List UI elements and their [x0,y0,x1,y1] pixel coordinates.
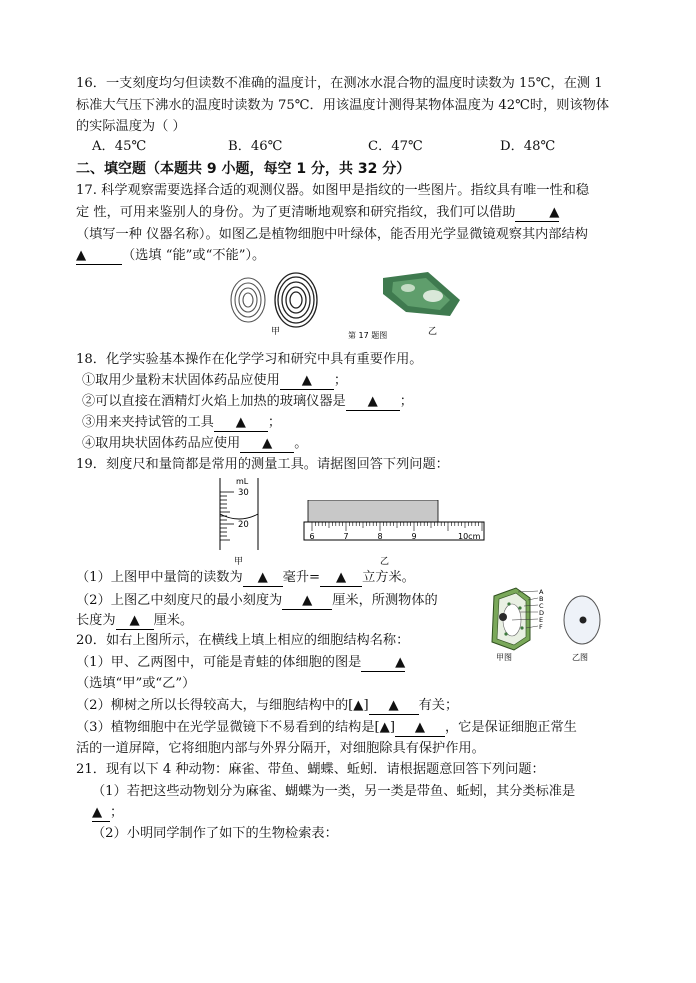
q18-item2-text: ②可以直接在酒精灯火焰上加热的玻璃仪器是 [82,394,346,409]
q21-part1-end: ； [110,805,124,820]
ruler-figure [300,500,490,572]
q16-option-b: B．46℃ [228,139,283,154]
cell-label-b: B [539,595,544,603]
q20-part3 [76,718,577,738]
cell-label-e: E [539,616,544,624]
answer-blank[interactable]: ▲ [116,613,154,630]
measured-object [308,500,438,522]
q18-item2-end: ； [399,394,413,409]
answer-mark[interactable]: ▲ [379,720,390,735]
q17-line3: （填写一种 仪器名称）。如图乙是植物细胞中叶绿体，能否用光学显微镜观察其内部结构 [76,227,588,242]
q20-part1-text: （1）甲、乙两图中，可能是青蛙的体细胞的图是 [76,655,362,670]
section-title: 二、填空题（本题共 9 小题，每空 1 分，共 32 分） [76,161,411,177]
q19-part2 [76,591,438,611]
q18-item3 [82,413,281,433]
answer-blank[interactable]: ▲ [320,570,362,587]
q19-part1-unit: 毫升= [282,570,321,585]
answer-blank[interactable]: ▲ [395,720,445,737]
chloroplast-image [383,272,460,316]
q20-part2-bracket: ] [363,698,369,713]
q19-part2-length: 长度为 [76,613,116,628]
answer-blank[interactable]: ▲ [240,436,294,453]
fig17-label-jia: 甲 [271,327,281,337]
q19-part1-text: （1）上图甲中量筒的读数为 [76,570,243,585]
q18-item4-end: 。 [294,436,308,451]
fingerprint-image-1 [231,278,265,322]
cell-label-c: C [539,602,544,610]
q18-item4 [82,434,307,454]
q18-item1-text: ①取用少量粉末状固体药品应使用 [82,373,280,388]
q20-part3-text: （3）植物细胞中在光学显微镜下不易看到的结构是[ [76,720,380,735]
q19-part2-end: 厘米。 [153,613,194,628]
answer-blank[interactable]: ▲ [214,415,268,432]
cell-label-d: D [539,609,545,617]
plant-cell-figure [492,588,530,650]
q20-part3-bracket: ] [389,720,395,735]
q19-part2-cont [76,611,193,631]
q20-part2-end: 有关； [418,698,459,713]
q21-part1-cont [92,803,123,823]
q18-item2 [82,392,413,412]
cell-fig-label-yi: 乙图 [572,653,588,662]
ruler-label-8: 8 [377,532,383,541]
q17-line1: 17. 科学观察需要选择合适的观测仪器。如图甲是指纹的一些图片。指纹具有唯一性和稳 [76,183,590,198]
fingerprint-image-2 [275,273,317,327]
q21-part2: （2）小明同学制作了如下的生物检索表： [92,826,338,841]
q21-part1: （1）若把这些动物划分为麻雀、蝴蝶为一类，另一类是带鱼、蚯蚓，其分类标准是 [92,784,576,799]
q21-line1: 21．现有以下 4 种动物：麻雀、带鱼、蝴蝶、蚯蚓．请根据题意回答下列问题： [76,762,545,777]
q19-part1-end: 立方米。 [362,570,415,585]
cell-label-a: A [539,588,544,596]
answer-blank[interactable]: ▲ [515,205,559,222]
q16-line2: 标准大气压下沸水的温度时读数为 75℃．用该温度计测得某物体温度为 42℃时，则该物体 [76,98,610,113]
answer-blank[interactable]: ▲ [92,805,110,822]
fig19-label-jia: 甲 [234,557,244,566]
q16-line1: 16．一支刻度均匀但读数不准确的温度计，在测冰水混合物的温度时读数为 15℃，在测 1 [76,76,603,91]
q19-part1 [76,568,415,588]
answer-blank[interactable]: ▲ [243,570,283,587]
q20-part2-text: （2）柳树之所以长得较高大，与细胞结构中的[ [76,698,354,713]
answer-blank[interactable]: ▲ [369,698,419,715]
q20-part3-cont: 活的一道屏障，它将细胞内部与外界分隔开，对细胞除具有保护作用。 [76,741,485,756]
cylinder-mark-20: 20 [238,520,249,530]
q20-part1-hint: （选填“甲”或“乙”） [76,676,196,691]
q18-item1 [82,371,347,391]
answer-blank[interactable]: ▲ [282,593,332,610]
q16-option-c: C．47℃ [368,139,423,154]
ruler-body [304,522,484,540]
ruler-label-10cm: 10cm [458,532,481,541]
q19-part2-mid: 厘米，所测物体的 [332,593,438,608]
q20-part3-mid: ，它是保证细胞正常生 [444,720,577,735]
answer-blank[interactable]: ▲ [346,394,400,411]
q17-line4 [76,246,265,266]
q19-line1: 19．刻度尺和量筒都是常用的测量工具。请据图回答下列问题： [76,457,449,472]
graduated-cylinder-figure [214,474,264,566]
q20-line1: 20．如右上图所示，在横线上填上相应的细胞结构名称： [76,633,410,648]
liquid-meniscus [220,514,258,519]
q18-item1-end: ； [333,373,347,388]
q19-part2-text: （2）上图乙中刻度尺的最小刻度为 [76,593,283,608]
ruler-label-9: 9 [411,532,417,541]
q17-line2 [76,203,559,223]
ruler-label-6: 6 [309,532,315,541]
cell-fig-label-jia: 甲图 [496,653,512,662]
answer-blank[interactable]: ▲ [361,655,405,672]
fig17-figure [228,270,468,344]
cylinder-scale [220,492,234,540]
q20-part1 [76,653,405,673]
q18-line1: 18．化学实验基本操作在化学学习和研究中具有重要作用。 [76,352,423,367]
q17-line4-text: （选填 “能”或“不能”）。 [122,248,266,263]
ruler-label-7: 7 [343,532,349,541]
answer-mark[interactable]: ▲ [353,698,364,713]
cylinder-unit-label: mL [236,477,249,486]
fig17-label-yi: 乙 [428,327,438,337]
answer-blank[interactable]: ▲ [76,248,122,265]
q17-line2-text: 定 性，可用来鉴别人的身份。为了更清晰地观察和研究指纹，我们可以借助 [76,205,516,220]
fig19-label-yi: 乙 [380,557,390,567]
q16-option-a: A．45℃ [92,139,147,154]
q16-option-d: D．48℃ [500,139,556,154]
cylinder-mark-30: 30 [238,488,249,498]
fig17-caption: 第 17 题图 [348,331,388,340]
q18-item3-end: ； [267,415,282,430]
animal-cell-figure [564,596,600,644]
cell-label-f: F [539,623,543,631]
q16-line3: 的实际温度为（ ） [76,119,186,134]
q20-part2 [76,696,458,716]
cell-figures [486,584,616,664]
q18-item3-text: ③用来夹持试管的工具 [82,415,214,430]
q18-item4-text: ④取用块状固体药品应使用 [82,436,241,451]
answer-blank[interactable]: ▲ [280,373,334,390]
